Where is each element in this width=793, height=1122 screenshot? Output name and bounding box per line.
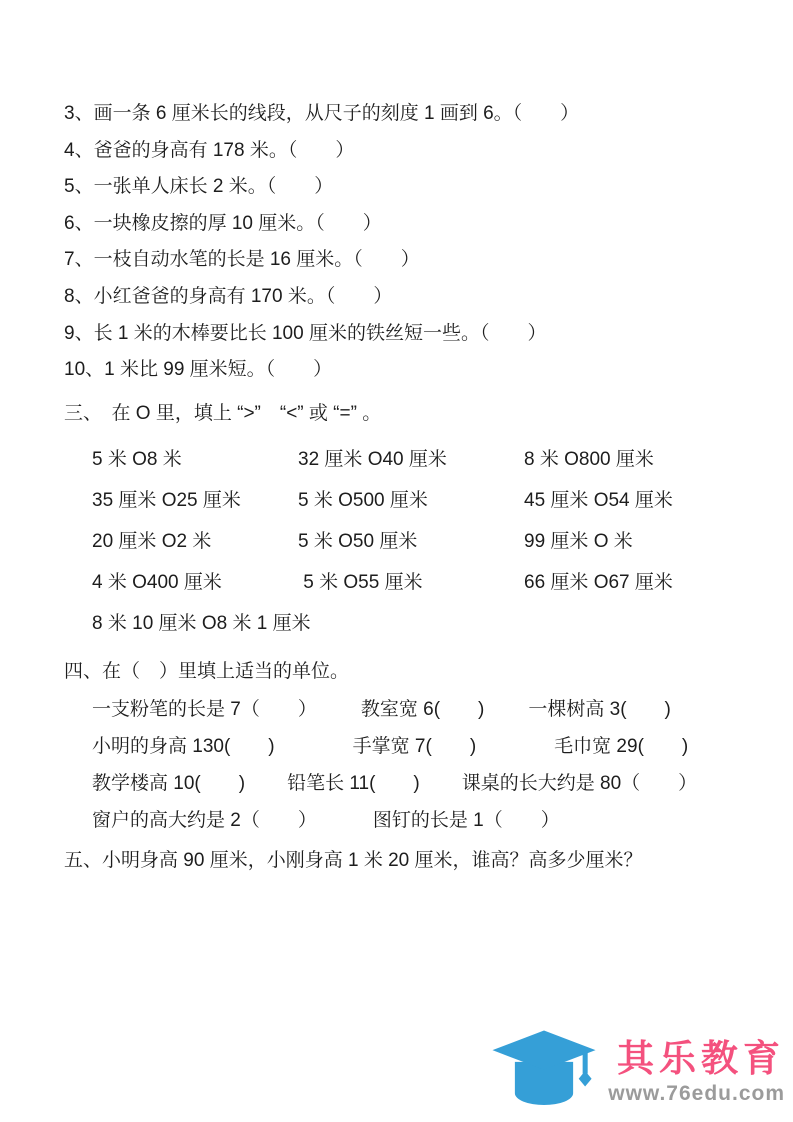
tf-question-10: 10、1 米比 99 厘米短。（ ）	[64, 359, 333, 381]
compare-cell: 99 厘米 O 米	[524, 531, 633, 553]
footer-logo	[488, 1028, 789, 1116]
compare-cell-last: 8 米 10 厘米 O8 米 1 厘米	[92, 613, 311, 635]
section4-line-2	[64, 728, 757, 765]
section5-question: 五、小明身高 90 厘米，小刚身高 1 米 20 厘米，谁高？高多少厘米？	[64, 849, 643, 871]
compare-cell: 5 米 O8 米	[92, 449, 182, 471]
compare-cell: 35 厘米 O25 厘米	[92, 490, 241, 512]
tf-question-4: 4、爸爸的身高有 178 米。（ ）	[64, 139, 355, 161]
compare-cell: 5 米 O55 厘米	[298, 572, 423, 594]
unit-item: 毛巾宽 29( )	[554, 735, 689, 757]
compare-cell: 4 米 O400 厘米	[92, 572, 222, 594]
compare-cell: 5 米 O500 厘米	[298, 490, 428, 512]
unit-item: 手掌宽 7( )	[352, 735, 477, 757]
unit-item: 图钉的长是 1（ ）	[372, 809, 560, 831]
tf-question-5: 5、一张单人床长 2 米。（ ）	[64, 176, 334, 198]
compare-cell: 32 厘米 O40 厘米	[298, 449, 447, 471]
unit-item: 铅笔长 11( )	[287, 772, 420, 794]
compare-cell: 8 米 O800 厘米	[524, 449, 654, 471]
unit-item: 课桌的长大约是 80（ ）	[461, 772, 698, 794]
compare-cell: 20 厘米 O2 米	[92, 531, 212, 553]
graduation-cap-icon	[488, 1028, 600, 1116]
unit-item: 教室宽 6( )	[360, 698, 485, 720]
worksheet-content	[64, 96, 757, 879]
section4-line-3	[64, 765, 757, 802]
compare-cell: 5 米 O50 厘米	[298, 531, 418, 553]
compare-cell: 45 厘米 O54 厘米	[524, 490, 673, 512]
tf-question-8: 8、小红爸爸的身高有 170 米。（ ）	[64, 285, 393, 307]
section4-line-1	[64, 691, 757, 728]
tf-question-6: 6、一块橡皮擦的厚 10 厘米。（ ）	[64, 212, 382, 234]
section4-line-4	[64, 802, 757, 839]
section4-heading: 四、在（ ）里填上适当的单位。	[64, 661, 350, 683]
section3-heading: 三、 在 O 里，填上 “>” “<” 或 “=” 。	[64, 402, 382, 424]
brand-url: www.76edu.com	[608, 1081, 785, 1105]
brand-name: 其乐教育	[617, 1038, 785, 1080]
footer-logo-text	[608, 1039, 789, 1105]
tf-question-7: 7、一枝自动水笔的长是 16 厘米。（ ）	[64, 249, 420, 271]
unit-item: 一支粉笔的长是 7（ ）	[92, 698, 317, 720]
unit-item: 一棵树高 3( )	[528, 698, 671, 720]
unit-item: 教学楼高 10( )	[92, 772, 246, 794]
tf-question-3: 3、画一条 6 厘米长的线段，从尺子的刻度 1 画到 6。（ ）	[64, 103, 580, 124]
compare-cell: 66 厘米 O67 厘米	[524, 572, 673, 594]
unit-item: 小明的身高 130( )	[92, 735, 275, 757]
section3-compare-grid	[64, 439, 757, 644]
tf-question-9: 9、长 1 米的木棒要比长 100 厘米的铁丝短一些。（ ）	[64, 322, 547, 344]
unit-item: 窗户的高大约是 2（ ）	[92, 809, 317, 831]
